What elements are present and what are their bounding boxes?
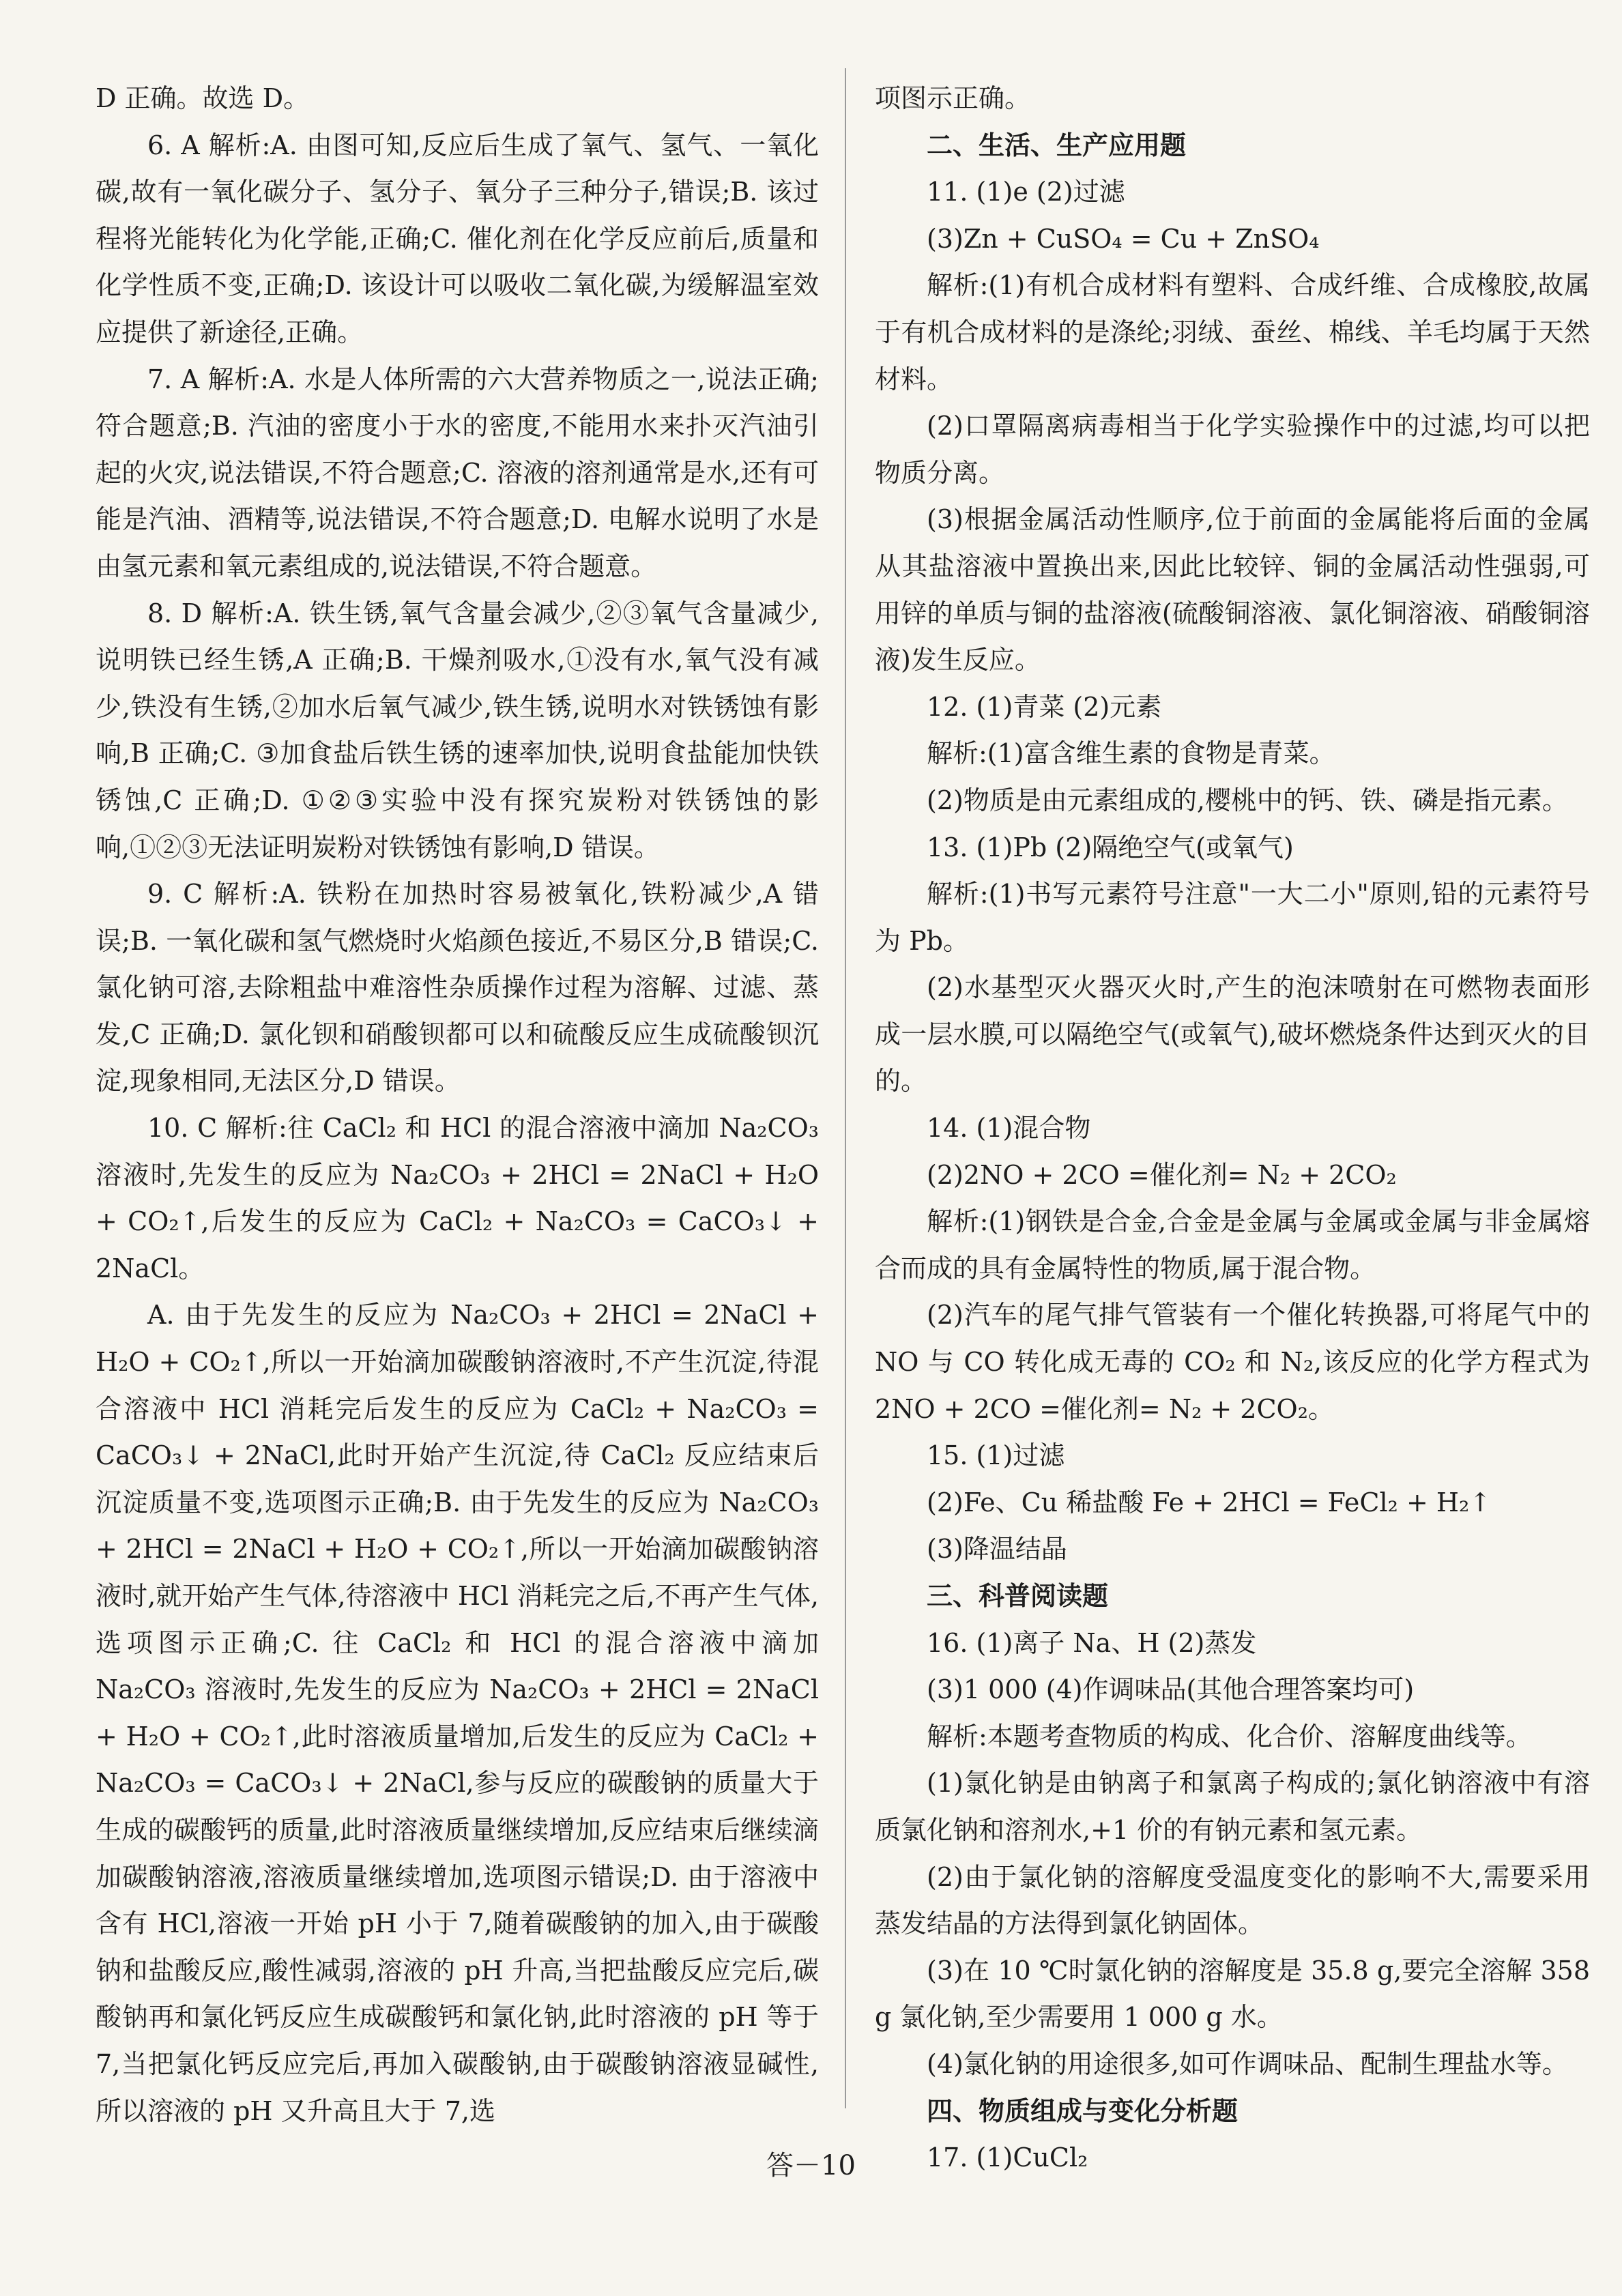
answer-paragraph: 解析:(1)有机合成材料有塑料、合成纤维、合成橡胶,故属于有机合成材料的是涤纶;羽绒、蚕丝、棉线、羊毛均属于天然材料。 bbox=[875, 270, 1590, 394]
answer-paragraph: (2)Fe、Cu 稀盐酸 Fe + 2HCl = FeCl₂ + H₂↑ bbox=[927, 1487, 1492, 1517]
answer-paragraph: 14. (1)混合物 bbox=[927, 1113, 1091, 1144]
answer-paragraph: (2)汽车的尾气排气管装有一个催化转换器,可将尾气中的 NO 与 CO 转化成无毒的 CO₂ 和 N₂,该反应的化学方程式为 2NO + 2CO =催化剂= N₂ + 2CO₂。 bbox=[875, 1300, 1590, 1424]
answer-paragraph: 12. (1)青菜 (2)元素 bbox=[927, 691, 1162, 722]
page-number: 答－10 bbox=[766, 2150, 856, 2181]
section-heading: 二、生活、生产应用题 bbox=[927, 129, 1187, 160]
answer-paragraph: 7. A 解析:A. 水是人体所需的六大营养物质之一,说法正确;符合题意;B. 汽油的密度小于水的密度,不能用水来扑灭汽油引起的火灾,说法错误,不符合题意;C. 溶液的溶剂通常是水,还有可能是汽油、酒精等,说法错误,不符合题意;D. 电解水说明了水是由氢元素和氧元素组成的,说法错误,不符合题意。 bbox=[96, 364, 819, 581]
left-column bbox=[96, 75, 819, 2134]
answer-paragraph: 15. (1)过滤 bbox=[927, 1440, 1065, 1471]
answer-paragraph: (4)氯化钠的用途很多,如可作调味品、配制生理盐水等。 bbox=[927, 2048, 1568, 2079]
answer-paragraph: (2)口罩隔离病毒相当于化学实验操作中的过滤,均可以把物质分离。 bbox=[875, 411, 1590, 488]
answer-paragraph: A. 由于先发生的反应为 Na₂CO₃ + 2HCl = 2NaCl + H₂O + CO₂↑,所以一开始滴加碳酸钠溶液时,不产生沉淀,待混合溶液中 HCl 消耗完后发生的反应为 CaCl₂ + Na₂CO₃ = CaCO₃↓ + 2NaCl,此时开始产生沉淀,待 CaCl₂ 反应结束后沉淀质量不变,选项图示正确;B. 由于先发生的反应为 Na₂CO₃ + 2HCl = 2NaCl + H₂O + CO₂↑,所以一开始滴加碳酸钠溶液时,就开始产生气体,待溶液中 HCl 消耗完之后,不再产生气体,选项图示正确;C. 往 CaCl₂ 和 HCl 的混合溶液中滴加 Na₂CO₃ 溶液时,先发生的反应为 Na₂CO₃ + 2HCl = 2NaCl + H₂O + CO₂↑,此时溶液质量增加,后发生的反应为 CaCl₂ + Na₂CO₃ = CaCO₃↓ + 2NaCl,参与反应的碳酸钠的质量大于生成的碳酸钙的质量,此时溶液质量继续增加,反应结束后继续滴加碳酸钠溶液,溶液质量继续增加,选项图示错误;D. 由于溶液中含有 HCl,溶液一开始 pH 小于 7,随着碳酸钠的加入,由于碳酸钠和盐酸反应,酸性减弱,溶液的 pH 升高,当把盐酸反应完后,碳酸钠再和氯化钙反应生成碳酸钙和氯化钠,此时溶液的 pH 等于 7,当把氯化钙反应完后,再加入碳酸钠,由于碳酸钠溶液显碱性,所以溶液的 pH 又升高且大于 7,选 bbox=[96, 1300, 819, 2126]
answer-paragraph: 项图示正确。 bbox=[875, 83, 1031, 113]
answer-paragraph: 解析:(1)富含维生素的食物是青菜。 bbox=[927, 738, 1335, 769]
answer-paragraph: 8. D 解析:A. 铁生锈,氧气含量会减少,②③氧气含量减少,说明铁已经生锈,A 正确;B. 干燥剂吸水,①没有水,氧气没有减少,铁没有生锈,②加水后氧气减少,铁生锈,说明水对铁锈蚀有影响,B 正确;C. ③加食盐后铁生锈的速率加快,说明食盐能加快铁锈蚀,C 正确;D. ①②③实验中没有探究炭粉对铁锈蚀的影响,①②③无法证明炭粉对铁锈蚀有影响,D 错误。 bbox=[96, 598, 819, 862]
answer-paragraph: (2)由于氯化钠的溶解度受温度变化的影响不大,需要采用蒸发结晶的方法得到氯化钠固体。 bbox=[875, 1861, 1590, 1939]
answer-paragraph: 16. (1)离子 Na、H (2)蒸发 bbox=[927, 1627, 1257, 1658]
answer-paragraph: 解析:本题考查物质的构成、化合价、溶解度曲线等。 bbox=[927, 1721, 1532, 1752]
answer-paragraph: (1)氯化钠是由钠离子和氯离子构成的;氯化钠溶液中有溶质氯化钠和溶剂水,+1 价的有钠元素和氢元素。 bbox=[875, 1768, 1590, 1845]
right-column bbox=[875, 75, 1590, 2181]
answer-paragraph: (3)在 10 ℃时氯化钠的溶解度是 35.8 g,要完全溶解 358 g 氯化钠,至少需要用 1 000 g 水。 bbox=[875, 1955, 1590, 2033]
column-divider bbox=[845, 68, 846, 2108]
answer-paragraph: (3)降温结晶 bbox=[927, 1534, 1067, 1565]
section-heading: 三、科普阅读题 bbox=[927, 1580, 1109, 1611]
answer-paragraph: 17. (1)CuCl₂ bbox=[927, 2142, 1088, 2173]
answer-paragraph: (2)2NO + 2CO =催化剂= N₂ + 2CO₂ bbox=[927, 1159, 1397, 1190]
answer-paragraph: D 正确。故选 D。 bbox=[96, 83, 310, 113]
answer-paragraph: 6. A 解析:A. 由图可知,反应后生成了氧气、氢气、一氧化碳,故有一氧化碳分子、氢分子、氧分子三种分子,错误;B. 该过程将光能转化为化学能,正确;C. 催化剂在化学反应前后,质量和化学性质不变,正确;D. 该设计可以吸收二氧化碳,为缓解温室效应提供了新途径,正确。 bbox=[96, 130, 819, 347]
answer-paragraph: 9. C 解析:A. 铁粉在加热时容易被氧化,铁粉减少,A 错误;B. 一氧化碳和氢气燃烧时火焰颜色接近,不易区分,B 错误;C. 氯化钠可溶,去除粗盐中难溶性杂质操作过程为溶解、过滤、蒸发,C 正确;D. 氯化钡和硝酸钡都可以和硫酸反应生成硫酸钡沉淀,现象相同,无法区分,D 错误。 bbox=[96, 879, 819, 1096]
answer-paragraph: (2)水基型灭火器灭火时,产生的泡沫喷射在可燃物表面形成一层水膜,可以隔绝空气(或氧气),破坏燃烧条件达到灭火的目的。 bbox=[875, 972, 1590, 1096]
answer-paragraph: 解析:(1)钢铁是合金,合金是金属与金属或金属与非金属熔合而成的具有金属特性的物质,属于混合物。 bbox=[875, 1206, 1590, 1283]
answer-paragraph: 解析:(1)书写元素符号注意"一大二小"原则,铅的元素符号为 Pb。 bbox=[875, 879, 1590, 956]
answer-paragraph: (2)物质是由元素组成的,樱桃中的钙、铁、磷是指元素。 bbox=[927, 785, 1568, 815]
answer-paragraph: (3)Zn + CuSO₄ = Cu + ZnSO₄ bbox=[927, 223, 1320, 254]
answer-paragraph: 10. C 解析:往 CaCl₂ 和 HCl 的混合溶液中滴加 Na₂CO₃ 溶液时,先发生的反应为 Na₂CO₃ + 2HCl = 2NaCl + H₂O + CO₂↑,后发生的反应为 CaCl₂ + Na₂CO₃ = CaCO₃↓ + 2NaCl。 bbox=[96, 1113, 819, 1283]
answer-paragraph: (3)1 000 (4)作调味品(其他合理答案均可) bbox=[927, 1674, 1415, 1705]
answer-paragraph: (3)根据金属活动性顺序,位于前面的金属能将后面的金属从其盐溶液中置换出来,因此比较锌、铜的金属活动性强弱,可用锌的单质与铜的盐溶液(硫酸铜溶液、氯化铜溶液、硝酸铜溶液)发生反应。 bbox=[875, 504, 1590, 675]
answer-paragraph: 13. (1)Pb (2)隔绝空气(或氧气) bbox=[927, 832, 1294, 862]
section-heading: 四、物质组成与变化分析题 bbox=[927, 2095, 1239, 2126]
answer-paragraph: 11. (1)e (2)过滤 bbox=[927, 177, 1125, 207]
